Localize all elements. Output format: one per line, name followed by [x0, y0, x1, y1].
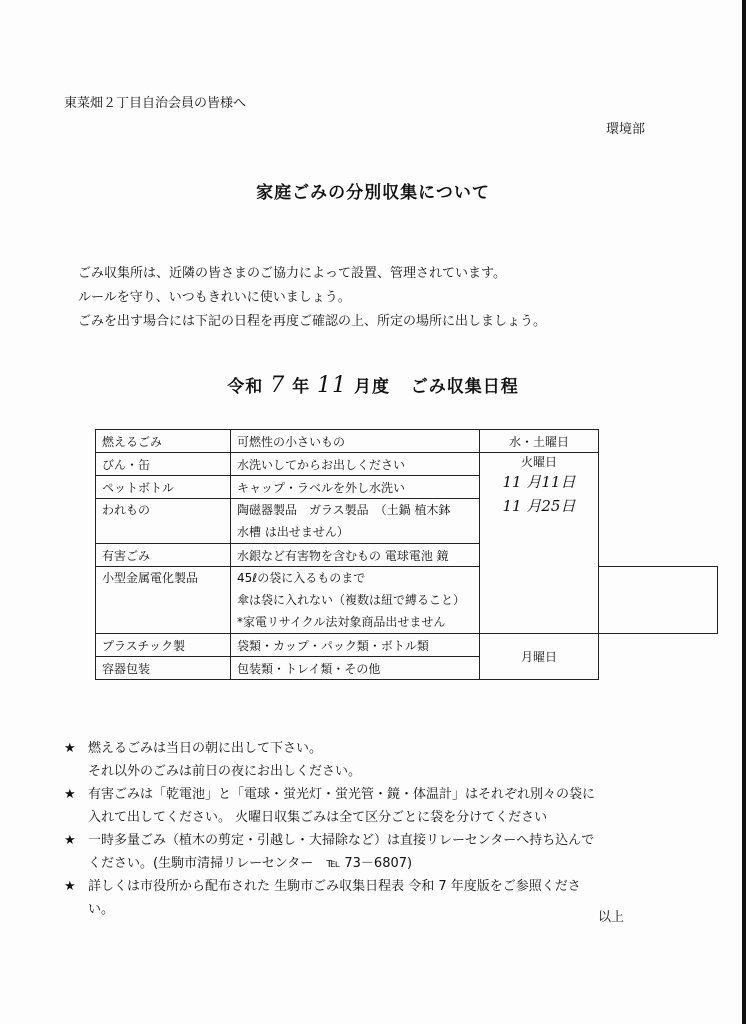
collection-schedule-table [95, 429, 718, 680]
description-cell: 水銀など有害物を含むもの 電球電池 鏡 [231, 544, 480, 567]
closing-mark: 以上 [598, 910, 625, 925]
notes-list [64, 737, 595, 921]
collection-date: 11 月11日 [502, 473, 576, 491]
day-cell: 水・土曜日 [480, 430, 599, 453]
note-item [64, 737, 595, 783]
schedule-label: ごみ収集日程 [410, 377, 519, 397]
tuesday-label: 火曜日 [520, 455, 557, 469]
document-title: 家庭ごみの分別収集について [256, 183, 490, 203]
category-cell: ペットボトル [96, 476, 231, 499]
department: 環境部 [606, 122, 646, 137]
description-cell: 袋類・カップ・パック類・ボトル類 [231, 634, 480, 657]
schedule-era: 令和 [227, 377, 264, 397]
note-line: い。 [88, 902, 115, 917]
table-row [96, 657, 718, 680]
intro-line: ルールを守り、いつもきれいに使いましょう。 [78, 290, 351, 305]
star-icon: ★ [64, 741, 76, 756]
category-cell: 有害ごみ [96, 544, 231, 567]
description-line: *家電リサイクル法対象商品出せません [237, 615, 446, 629]
description-line: 水槽 は出せません） [237, 525, 349, 539]
table-row [96, 544, 718, 567]
note-line: ください。(生駒市清掃リレーセンター ℡ 73－6807) [88, 856, 413, 871]
note-line: それ以外のごみは前日の夜にお出しください。 [88, 764, 362, 779]
intro-line: ごみ収集所は、近隣の皆さまのご協力によって設置、管理されています。 [78, 266, 506, 281]
note-item [64, 875, 595, 921]
note-item [64, 783, 595, 829]
schedule-heading [0, 372, 746, 398]
category-cell: 容器包装 [96, 657, 231, 680]
table-row [96, 567, 718, 634]
star-icon: ★ [64, 879, 76, 894]
intro-line: ごみを出す場合には下記の日程を再度ご確認の上、所定の場所に出しましょう。 [78, 314, 547, 329]
description-cell: 包装類・トレイ類・その他 [231, 657, 480, 680]
table-row [96, 634, 718, 657]
schedule-year: 7 [270, 373, 286, 398]
note-line: 燃えるごみは当日の朝に出して下さい。 [88, 741, 323, 756]
category-cell: われもの [96, 499, 231, 544]
table-row [96, 453, 718, 476]
star-icon: ★ [64, 833, 76, 848]
category-cell: びん・缶 [96, 453, 231, 476]
monday-day-cell: 月曜日 [480, 634, 599, 680]
star-icon: ★ [64, 787, 76, 802]
category-cell: 燃えるごみ [96, 430, 231, 453]
category-cell: 小型金属電化製品 [96, 567, 231, 634]
table-row [96, 499, 718, 544]
description-line: 陶磁器製品 ガラス製品 （土鍋 植木鉢 [237, 503, 451, 517]
intro-paragraph [78, 262, 546, 334]
note-line: 詳しくは市役所から配布された 生駒市ごみ収集日程表 令和 7 年度版をご参照くださ [88, 879, 581, 894]
scan-edge [742, 0, 746, 1024]
description-cell: 水洗いしてからお出しください [231, 453, 480, 476]
table-row [96, 430, 718, 453]
tuesday-day-cell [480, 453, 599, 634]
description-cell: 可燃性の小さいもの [231, 430, 480, 453]
note-line: 一時多量ごみ（植木の剪定・引越し・大掃除など）は直接リレーセンターへ持ち込んで [88, 833, 595, 848]
note-line: 有害ごみは「乾電池」と「電球・蛍光灯・蛍光管・鏡・体温計」はそれぞれ別々の袋に [88, 787, 596, 802]
note-item [64, 829, 595, 875]
table-row [96, 476, 718, 499]
category-cell: プラスチック製 [96, 634, 231, 657]
description-line: 傘は袋に入れない（複数は紐で縛ること） [237, 593, 466, 607]
handwritten-dates [484, 470, 594, 518]
collection-date: 11 月25日 [502, 497, 576, 515]
addressee: 東菜畑２丁目自治会員の皆様へ [64, 96, 247, 111]
note-line: 入れて出してください。 火曜日収集ごみは全て区分ごとに袋を分けてください [88, 810, 548, 825]
description-cell: キャップ・ラベルを外し水洗い [231, 476, 480, 499]
description-line: 45ℓの袋に入るものまで [237, 571, 366, 585]
schedule-month-unit: 月度 [353, 377, 390, 397]
description-cell [231, 567, 480, 634]
schedule-year-unit: 年 [292, 377, 311, 397]
blank-day-cell [599, 567, 718, 634]
description-cell [231, 499, 480, 544]
schedule-month: 11 [317, 373, 348, 398]
